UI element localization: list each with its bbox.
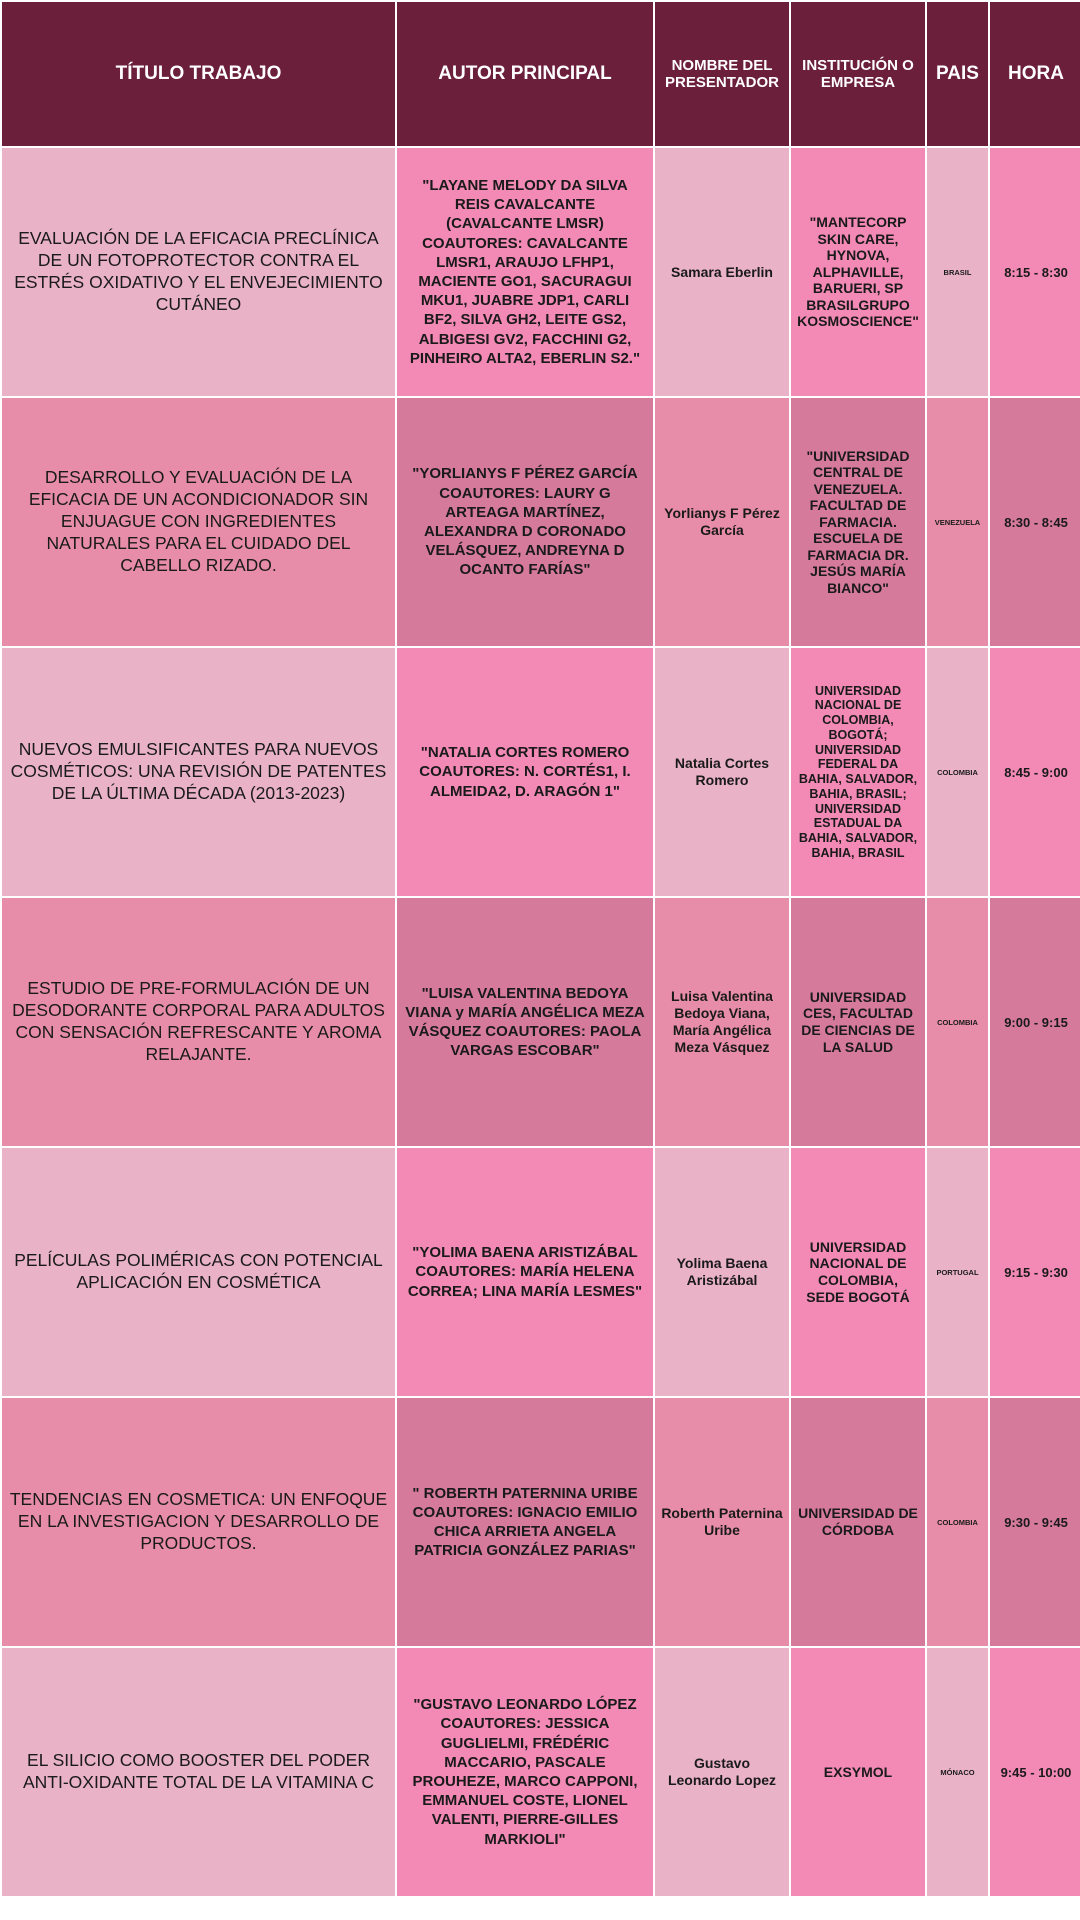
cell-institucion: UNIVERSIDAD CES, FACULTAD DE CIENCIAS DE LA SALUD [791, 898, 925, 1146]
cell-hora: 9:15 - 9:30 [990, 1148, 1080, 1396]
cell-presentador: Yolima Baena Aristizábal [655, 1148, 789, 1396]
cell-autor: "LAYANE MELODY DA SILVA REIS CAVALCANTE (CAVALCANTE LMSR) COAUTORES: CAVALCANTE LMSR1, ARAUJO LFHP1, MACIENTE GO1, SACURAGUI MKU1, JUABRE JDP1, CARLI BF2, SILVA GH2, LEITE GS2, ALBIGESI GV2, FACCHINI G2, PINHEIRO ALTA2, EBERLIN S2." [397, 148, 653, 396]
cell-titulo: ESTUDIO DE PRE-FORMULACIÓN DE UN DESODORANTE CORPORAL PARA ADULTOS CON SENSACIÓN REFRESCANTE Y AROMA RELAJANTE. [2, 898, 395, 1146]
cell-titulo: DESARROLLO Y EVALUACIÓN DE LA EFICACIA DE UN ACONDICIONADOR SIN ENJUAGUE CON INGREDIENTES NATURALES PARA EL CUIDADO DEL CABELLO RIZADO. [2, 398, 395, 646]
cell-institucion: "MANTECORP SKIN CARE, HYNOVA, ALPHAVILLE, BARUERI, SP BRASILGRUPO KOSMOSCIENCE" [791, 148, 925, 396]
cell-presentador: Roberth Paternina Uribe [655, 1398, 789, 1646]
cell-autor: " ROBERTH PATERNINA URIBE COAUTORES: IGNACIO EMILIO CHICA ARRIETA ANGELA PATRICIA GONZÁLEZ PARIAS" [397, 1398, 653, 1646]
cell-autor: "YOLIMA BAENA ARISTIZÁBAL COAUTORES: MARÍA HELENA CORREA; LINA MARÍA LESMES" [397, 1148, 653, 1396]
cell-hora: 9:00 - 9:15 [990, 898, 1080, 1146]
cell-hora: 8:30 - 8:45 [990, 398, 1080, 646]
cell-institucion: UNIVERSIDAD NACIONAL DE COLOMBIA, SEDE BOGOTÁ [791, 1148, 925, 1396]
cell-pais: PORTUGAL [927, 1148, 988, 1396]
cell-presentador: Natalia Cortes Romero [655, 648, 789, 896]
cell-hora: 9:30 - 9:45 [990, 1398, 1080, 1646]
header-presentador: NOMBRE DEL PRESENTADOR [655, 2, 789, 146]
cell-pais: BRASIL [927, 148, 988, 396]
cell-titulo: EVALUACIÓN DE LA EFICACIA PRECLÍNICA DE UN FOTOPROTECTOR CONTRA EL ESTRÉS OXIDATIVO Y EL ENVEJECIMIENTO CUTÁNEO [2, 148, 395, 396]
table-row [2, 148, 1080, 396]
cell-institucion: EXSYMOL [791, 1648, 925, 1896]
cell-hora: 8:45 - 9:00 [990, 648, 1080, 896]
cell-autor: "NATALIA CORTES ROMERO COAUTORES: N. CORTÉS1, I. ALMEIDA2, D. ARAGÓN 1" [397, 648, 653, 896]
cell-presentador: Yorlianys F Pérez García [655, 398, 789, 646]
header-pais: PAIS [927, 2, 988, 146]
cell-pais: VENEZUELA [927, 398, 988, 646]
cell-autor: "GUSTAVO LEONARDO LÓPEZ COAUTORES: JESSICA GUGLIELMI, FRÉDÉRIC MACCARIO, PASCALE PROUHEZE, MARCO CAPPONI, EMMANUEL COSTE, LIONEL VALENTI, PIERRE-GILLES MARKIOLI" [397, 1648, 653, 1896]
cell-autor: "LUISA VALENTINA BEDOYA VIANA y MARÍA ANGÉLICA MEZA VÁSQUEZ COAUTORES: PAOLA VARGAS ESCOBAR" [397, 898, 653, 1146]
cell-institucion: UNIVERSIDAD DE CÓRDOBA [791, 1398, 925, 1646]
cell-titulo: TENDENCIAS EN COSMETICA: UN ENFOQUE EN LA INVESTIGACION Y DESARROLLO DE PRODUCTOS. [2, 1398, 395, 1646]
cell-institucion: UNIVERSIDAD NACIONAL DE COLOMBIA, BOGOTÁ; UNIVERSIDAD FEDERAL DA BAHIA, SALVADOR, BAHIA, BRASIL; UNIVERSIDAD ESTADUAL DA BAHIA, SALVADOR, BAHIA, BRASIL [791, 648, 925, 896]
cell-presentador: Samara Eberlin [655, 148, 789, 396]
header-row [2, 2, 1080, 146]
cell-presentador: Luisa Valentina Bedoya Viana, María Angélica Meza Vásquez [655, 898, 789, 1146]
table-row [2, 898, 1080, 1146]
table-row [2, 398, 1080, 646]
cell-presentador: Gustavo Leonardo Lopez [655, 1648, 789, 1896]
cell-pais: MÓNACO [927, 1648, 988, 1896]
cell-titulo: EL SILICIO COMO BOOSTER DEL PODER ANTI-OXIDANTE TOTAL DE LA VITAMINA C [2, 1648, 395, 1896]
table-row [2, 1148, 1080, 1396]
cell-autor: "YORLIANYS F PÉREZ GARCÍA COAUTORES: LAURY G ARTEAGA MARTÍNEZ, ALEXANDRA D CORONADO VELÁSQUEZ, ANDREYNA D OCANTO FARÍAS" [397, 398, 653, 646]
header-titulo: TÍTULO TRABAJO [2, 2, 395, 146]
header-hora: HORA [990, 2, 1080, 146]
table-row [2, 1398, 1080, 1646]
table-row [2, 1648, 1080, 1896]
cell-titulo: NUEVOS EMULSIFICANTES PARA NUEVOS COSMÉTICOS: UNA REVISIÓN DE PATENTES DE LA ÚLTIMA DÉCADA (2013-2023) [2, 648, 395, 896]
cell-pais: COLOMBIA [927, 1398, 988, 1646]
header-autor: AUTOR PRINCIPAL [397, 2, 653, 146]
cell-titulo: PELÍCULAS POLIMÉRICAS CON POTENCIAL APLICACIÓN EN COSMÉTICA [2, 1148, 395, 1396]
cell-hora: 8:15 - 8:30 [990, 148, 1080, 396]
cell-institucion: "UNIVERSIDAD CENTRAL DE VENEZUELA. FACULTAD DE FARMACIA. ESCUELA DE FARMACIA DR. JESÚS MARÍA BIANCO" [791, 398, 925, 646]
table-row [2, 648, 1080, 896]
cell-hora: 9:45 - 10:00 [990, 1648, 1080, 1896]
cell-pais: COLOMBIA [927, 898, 988, 1146]
header-institucion: INSTITUCIÓN O EMPRESA [791, 2, 925, 146]
cell-pais: COLOMBIA [927, 648, 988, 896]
